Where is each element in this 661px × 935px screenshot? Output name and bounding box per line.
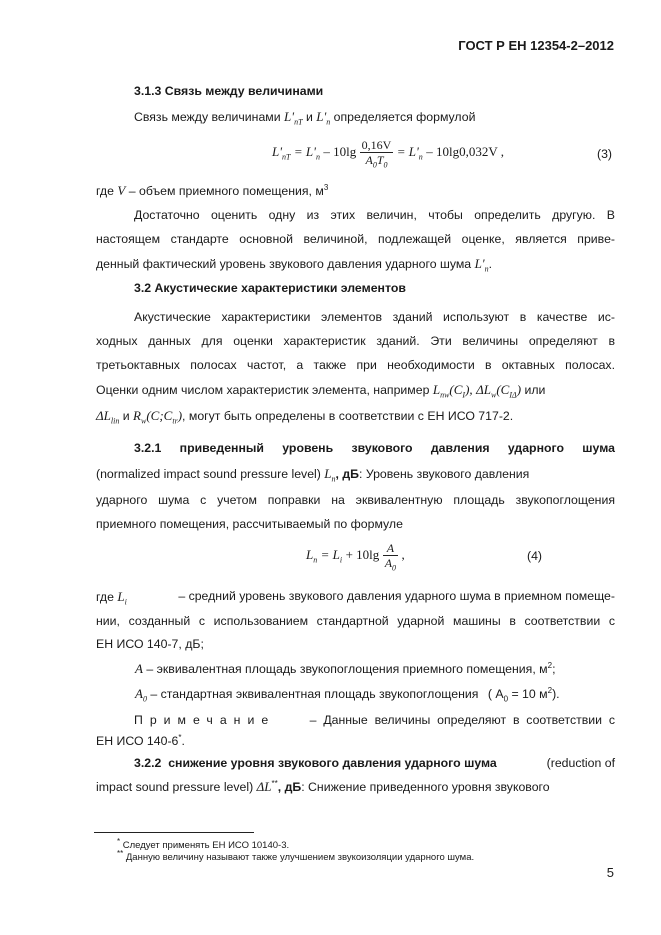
section-3-1-3-heading: 3.1.3 Связь между величинами: [134, 84, 324, 98]
section-3-2-heading: 3.2 Акустические характеристики элементов: [134, 281, 406, 295]
para1-line3: денный фактический уровень звукового давления ударного шума $L'_n$.: [96, 256, 493, 274]
footnote-1: * Следует применять ЕН ИСО 10140-3.: [117, 836, 290, 851]
sec32-line3: третьоктавных полосах частот, а также при необходимости в октавных полосах.: [96, 358, 615, 372]
sec321-line4: приемного помещения, рассчитываемый по формуле: [96, 517, 403, 531]
document-code: ГОСТ Р ЕН 12354-2–2012: [458, 38, 614, 53]
sec321-line3: ударного шума с учетом поправки на эквивалентную площадь звукопоглощения: [96, 493, 615, 507]
formula-4-number: (4): [527, 549, 543, 563]
def-A0: $A_0$ – стандартная эквивалентная площадь звукопоглощения ( $A_0 = 10$ $м^2$).: [135, 685, 560, 704]
sec32-line2: ходных данных для оценки характеристик зданий. Эти величины определяют в: [96, 334, 615, 348]
sec321-line2: (normalized impact sound pressure level) $L_n$, дБ: Уровень звукового давления: [96, 466, 530, 484]
note: Примечание – Данные величины определяют в соответствии с: [134, 713, 615, 727]
sec32-line5: $\Delta L_{lin}$ и $R_w(C;C_{tr})$, могут быть определены в соответствии с ЕН ИСО 717-2.: [96, 408, 514, 426]
para1-line1: Достаточно оценить одну из этих величин, чтобы определить другую. В: [134, 208, 615, 222]
para1-line2: настоящем стандарте основной величиной, подлежащей оценке, является приве-: [96, 232, 615, 246]
formula-3: $L'_{nT} = L'_n - 10\lg$ $\frac{0,16V}{A_0T_0}$ = $L'_n - 10\lg 0,032V$ ,: [272, 138, 504, 170]
page-number: 5: [606, 865, 614, 880]
section-3-2-2-heading: 3.2.2 снижение уровня звукового давления ударного шума (reduction of: [134, 756, 615, 770]
where-Li-line2: нии, созданный с использованием стандартной ударной машины в соответствии с: [96, 614, 615, 628]
footnote-2: ** Данную величину называют также улучшением звукоизоляции ударного шума.: [117, 848, 475, 863]
where-V: где V – объем приемного помещения, $м^3$: [96, 182, 329, 198]
where-Li: где $L_i$ – средний уровень звукового давления ударного шума в приемном помеще-: [96, 589, 615, 607]
sec313-intro: Связь между величинами $L'_{nT}$ и $L'_n$ определяется формулой: [134, 109, 476, 127]
formula-4: $L_n = L_i + 10\lg$ $\frac{A}{A_0}$ ,: [306, 541, 405, 573]
footnote-separator: [94, 832, 254, 833]
sec32-line1: Акустические характеристики элементов зданий используют в качестве ис-: [134, 310, 615, 324]
note-line2: ЕН ИСО 140-6*.: [96, 732, 185, 748]
formula-3-number: (3): [597, 147, 613, 161]
def-A: A – эквивалентная площадь звукопоглощения приемного помещения, $м^2$;: [135, 660, 556, 676]
sec32-line4: Оценки одним числом характеристик элемента, например $L_{nw}(C_I)$, $\Delta L_w(C_{I\Delta})$ или: [96, 382, 546, 400]
sec322-line2: impact sound pressure level) ΔL**, дБ: Снижение приведенного уровня звукового: [96, 778, 550, 794]
section-3-2-1-heading: 3.2.1 приведенный уровень звукового давления ударного шума: [134, 441, 615, 455]
where-Li-line3: ЕН ИСО 140-7, дБ;: [96, 637, 204, 651]
